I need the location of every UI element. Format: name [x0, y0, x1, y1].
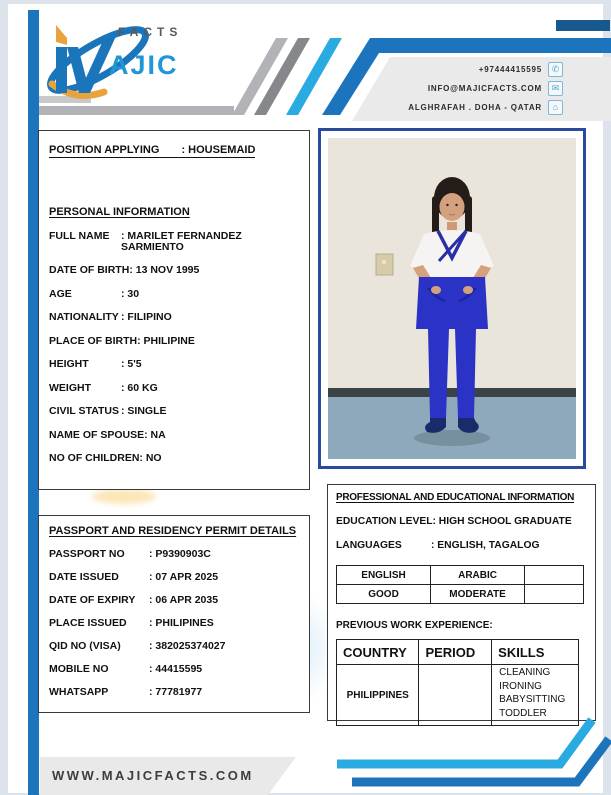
contact-address — [408, 100, 563, 114]
logo-facts-text: FACTS — [118, 25, 183, 39]
lang-cell — [525, 566, 584, 585]
field-qid-no: QID NO (VISA) : 382025374027 — [49, 640, 226, 652]
phone-number: +97444415595 — [478, 64, 542, 74]
lang-cell: ARABIC — [431, 566, 525, 585]
lang-cell — [525, 585, 584, 604]
field-place-issued: PLACE ISSUED : PHILIPINES — [49, 617, 214, 629]
applicant-photo — [318, 128, 586, 469]
field-passport-no: PASSPORT NO : P9390903C — [49, 548, 211, 560]
position-applying-line — [49, 144, 255, 158]
contact-phone — [479, 62, 563, 76]
phone-icon: ✆ — [548, 62, 563, 77]
website-url: WWW.MAJICFACTS.COM — [52, 768, 254, 783]
professional-panel — [327, 484, 596, 721]
lang-cell: MODERATE — [431, 585, 525, 604]
passport-title: PASSPORT AND RESIDENCY PERMIT DETAILS — [49, 525, 297, 537]
personal-info-panel — [38, 130, 310, 490]
cell-skills: CLEANING IRONING BABYSITTING TODDLER — [492, 665, 579, 726]
contact-email — [428, 81, 563, 95]
field-civil-status: CIVIL STATUS : SINGLE — [49, 405, 167, 417]
passport-panel — [38, 515, 310, 713]
field-date-of-birth: DATE OF BIRTH : 13 NOV 1995 — [49, 264, 200, 276]
field-date-issued: DATE ISSUED : 07 APR 2025 — [49, 571, 219, 583]
table-row — [337, 585, 584, 604]
field-weight: WEIGHT : 60 KG — [49, 381, 158, 394]
field-date-of-expiry: DATE OF EXPIRY : 06 APR 2035 — [49, 594, 219, 606]
field-languages: LANGUAGES : ENGLISH, TAGALOG — [336, 540, 540, 551]
logo-ajic-text: AJIC — [109, 50, 179, 80]
field-place-of-birth: PLACE OF BIRTH : PHILIPINE — [49, 334, 195, 347]
language-skill-table — [336, 565, 584, 604]
header-skills: SKILLS — [492, 640, 579, 665]
lang-cell: ENGLISH — [337, 566, 431, 585]
field-full-name: FULL NAME : MARILET FERNANDEZ SARMIENTO — [49, 229, 242, 253]
address-text: ALGHRAFAH . DOHA - QATAR — [408, 102, 542, 112]
personal-info-title: PERSONAL INFORMATION — [49, 206, 190, 218]
field-height: HEIGHT : 5'5 — [49, 358, 142, 370]
position-label: POSITION APPLYING — [49, 144, 160, 156]
position-value: : HOUSEMAID — [181, 144, 256, 156]
home-icon: ⌂ — [548, 100, 563, 115]
table-row — [337, 566, 584, 585]
header-period: PERIOD — [419, 640, 492, 665]
field-education-level: EDUCATION LEVEL : HIGH SCHOOL GRADUATE — [336, 516, 572, 527]
majicfacts-logo — [40, 12, 220, 104]
cell-country: PHILIPPINES — [337, 665, 419, 726]
field-mobile-no: MOBILE NO : 44415595 — [49, 663, 203, 675]
experience-title: PREVIOUS WORK EXPERIENCE: — [336, 620, 493, 631]
email-address: INFO@MAJICFACTS.COM — [427, 83, 542, 93]
field-age: AGE : 30 — [49, 287, 140, 300]
professional-title: PROFESSIONAL AND EDUCATIONAL INFORMATION — [336, 492, 575, 503]
field-whatsapp: WHATSAPP : 77781977 — [49, 686, 203, 698]
lang-cell: GOOD — [337, 585, 431, 604]
email-icon: ✉ — [548, 81, 563, 96]
header-country: COUNTRY — [337, 640, 419, 665]
table-header-row — [337, 640, 579, 665]
field-nationality: NATIONALITY : FILIPINO — [49, 311, 172, 323]
field-name-of-spouse: NAME OF SPOUSE : NA — [49, 428, 166, 441]
field-no-of-children: NO OF CHILDREN : NO — [49, 452, 162, 464]
applicant-photo-graphic — [328, 138, 576, 459]
